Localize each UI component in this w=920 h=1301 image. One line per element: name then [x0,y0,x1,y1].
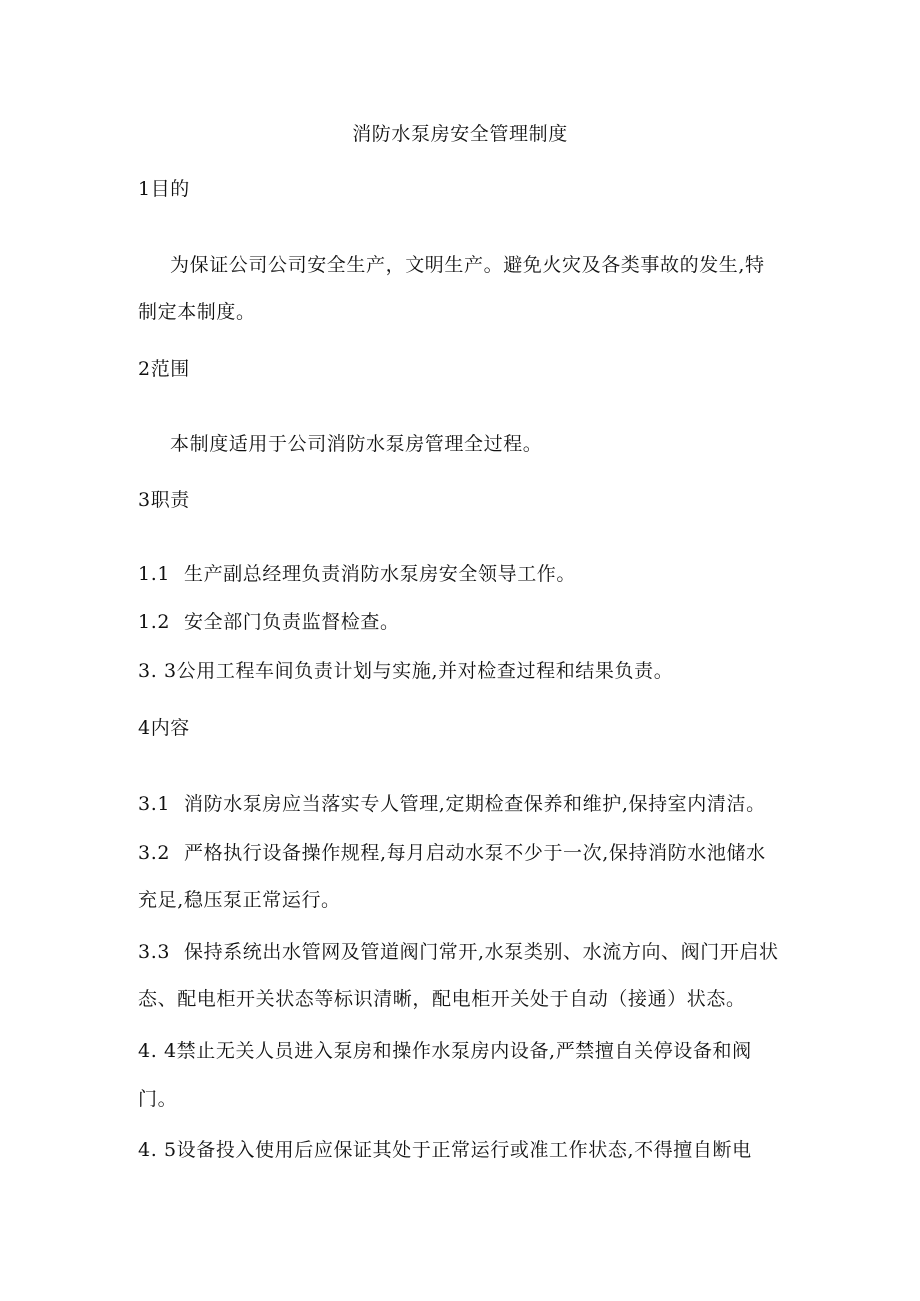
paragraph-line: 本制度适用于公司消防水泵房管理全过程。 [170,433,543,455]
list-item-text: 生产副总经理负责消防水泵房安全领导工作。 [184,563,577,585]
page-title: 消防水泵房安全管理制度 [352,123,568,145]
list-item-number: 3.1 [138,793,171,815]
list-item: 4. 5设备投入使用后应保证其处于正常运行或准工作状态,不得擅自断电 [138,1139,752,1161]
section-heading-content: 4内容 [138,717,190,739]
list-item [138,940,779,964]
paragraph-line: 制定本制度。 [138,301,256,323]
list-item-number: 3.3 [138,941,171,963]
list-item [138,841,766,865]
paragraph-line: 充足,稳压泵正常运行。 [138,889,341,911]
list-item-number: 1.2 [138,611,171,633]
list-item-text: 消防水泵房应当落实专人管理,定期检查保养和维护,保持室内清洁。 [184,793,766,815]
list-item-text: 安全部门负责监督检查。 [184,611,400,633]
list-item-number: 1.1 [138,563,171,585]
section-heading-duties: 3职责 [138,489,190,511]
list-item-number: 3.2 [138,842,171,864]
list-item-text: 严格执行设备操作规程,每月启动水泵不少于一次,保持消防水池储水 [184,842,766,864]
paragraph-line: 态、配电柜开关状态等标识清晰，配电柜开关处于自动（接通）状态。 [138,988,746,1010]
paragraph-line: 为保证公司公司安全生产，文明生产。避免火灾及各类事故的发生,特 [170,254,765,276]
paragraph-line: 门。 [138,1088,178,1110]
list-item [138,562,576,586]
section-heading-scope: 2范围 [138,358,190,380]
list-item [138,792,766,816]
list-item [138,610,400,634]
section-heading-purpose: 1目的 [138,178,190,200]
list-item: 4. 4禁止无关人员进入泵房和操作水泵房内设备,严禁擅自关停设备和阀 [138,1040,752,1062]
list-item: 3. 3公用工程车间负责计划与实施,并对检查过程和结果负责。 [138,660,674,682]
list-item-text: 保持系统出水管网及管道阀门常开,水泵类别、水流方向、阀门开启状 [184,941,779,963]
